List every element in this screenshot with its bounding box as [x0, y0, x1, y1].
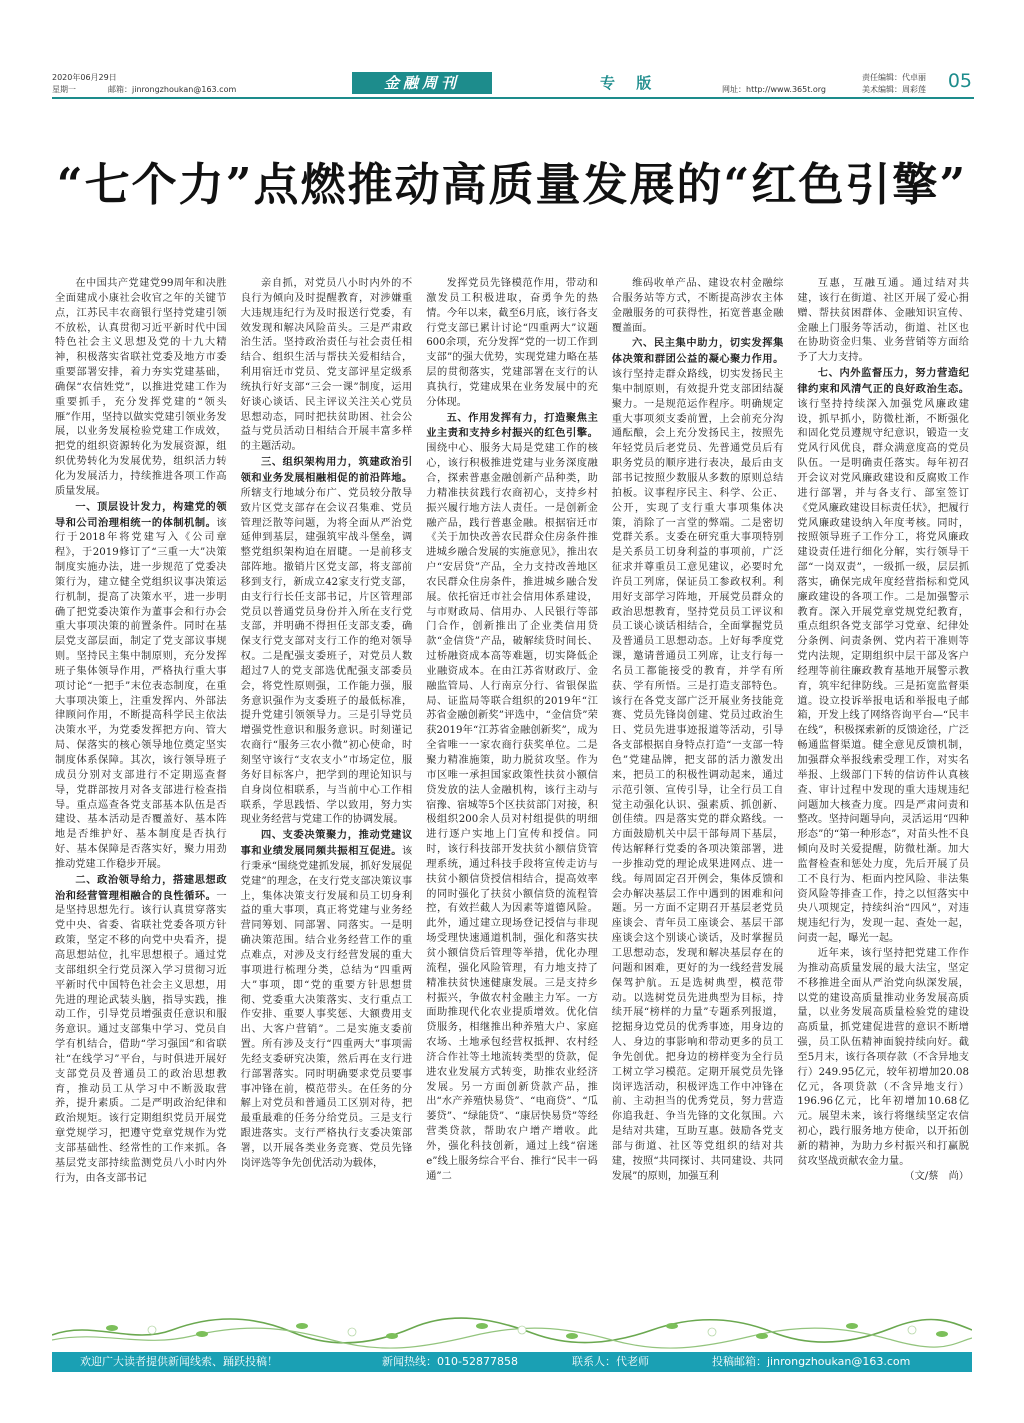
body-paragraph: 维码收单产品、建设农村金融综合服务站等方式，不断提高涉农主体金融服务的可获得性，拓宽普惠金融覆盖面。	[611, 278, 784, 334]
section-text: 该行坚持走群众路线，切实发扬民主集中制原则，有效提升党支部团结凝聚力。一是规范运作程序。明确规定重大事项须支委前置，上会前充分沟通酝酿，会上充分发扬民主，按照先年轻党员后老党员、先普通党员后有职务党员的顺序进行表决，最后由支部书记按照少数服从多数的原则总结拍板。议事程序民主、科学、公正、公开，实现了支行重大事项集体决策，消除了一言堂的弊端。二是密切党群关系。支委在研究重大事项特别是关系员工切身利益的事项前，广泛征求并尊重员工意见建议，必要时允许员工列席，保证员工参政权利。利用好支部学习阵地，开展党员群众的政治思想教育，坚持党员员工评议和员工谈心谈话相结合，全面掌握党员及普通员工思想动态。上好每季度党课，邀请普通员工列席，让支行每一名员工都能接受的教育，并学有所获、学有所悟。三是打造支部特色。该行在各党支部广泛开展业务技能竞赛、党员先锋岗创建、党员过政治生日、党员先进事迹报道等活动，引导各支部根据自身特点打造“一支部一特色”党建品牌，把支部的活力激发出来，把员工的积极性调动起来，通过示范引领、宣传引导，让全行员工自觉主动强化认识、强素质、抓创新、创佳绩。四是落实党的群众路线。一方面鼓励机关中层干部每周下基层，传达解释行党委的各项决策部署，进一步推动党的理论成果进网点、进一线。每周固定召开例会，集体反馈和会办解决基层工作中遇到的困难和问题。另一方面不定期召开基层老党员座谈会、青年员工座谈会、基层干部座谈会这个别谈心谈话，及时掌握员工思想动态，发现和解决基层存在的问题和困难，更好的为一线经营发展保驾护航。五是选树典型，模范带动。以选树党员先进典型为目标，持续开展“榜样的力量”专题系列报道，挖掘身边党员的优秀事迹，用身边的人、身边的事影响和带动更多的员工争先创优。把身边的榜样变为全行员工树立学习模范。定期开展党员先锋岗评选活动，积极评选工作中冲锋在前、主动担当的优秀党员，努力营造你追我赶、争当先锋的文化氛围。六是结对共建，互助互惠。鼓励各党支部与街道、社区等党组织的结对共建，按照“共同探讨、共同建设、共同发展”的原则，加强互利	[611, 369, 784, 1182]
footer-slogan: 欢迎广大读者提供新闻线索、踊跃投稿！	[80, 1355, 278, 1368]
footer-bar	[52, 1352, 972, 1372]
section-paragraph	[241, 828, 413, 1171]
section-paragraph	[426, 411, 598, 1185]
art-editor: 美术编辑：周彩莲	[862, 85, 926, 94]
decorative-vine-border	[52, 1300, 972, 1350]
section-heading: 七、内外监督压力，努力营造纪律约束和风清气正的良好政治生态。	[797, 367, 969, 395]
section-heading: 一、顶层设计发力，构建党的领导和公司治理相统一的体制机制。	[55, 500, 227, 529]
article-body	[55, 277, 969, 1407]
page-number: 05	[947, 70, 972, 92]
section-paragraph	[797, 366, 969, 947]
section-heading: 三、组织架构用力，筑建政治引领和业务发展相融相促的前沿阵地。	[240, 456, 413, 484]
column-5	[797, 277, 969, 1407]
responsible-editor: 责任编辑：代卓丽	[862, 73, 926, 82]
author-byline: （文/蔡 尚）	[904, 1170, 969, 1182]
column-4	[612, 277, 784, 1407]
page-header	[52, 70, 974, 100]
section-text: 所辖支行地域分布广、党员较分散导致片区党支部存在会议召集难、党员管理泛散等问题，为将全面从严治党延伸到基层，建强筑牢战斗堡垒，调整党组织架构迫在眉睫。一是前移支部阵地。撤销片区党支部，将支部前移到支行，新成立42家支行党支部，由支行行长任支部书记，片区管理部党员以普通党员身份并入所在支行党支部，并明确不得担任支部支委，确保支行党支部对支行工作的绝对领导权。二是配强支委班子，对党员人数超过7人的党支部选优配强支部委员会，将党性原则强，工作能力强，服务意识强作为支委班子的最低标准，提升党建引领领导力。三是引导党员增强党性意识和服务意识。时刻谨记农商行“服务三农小微”初心使命，时刻坚守该行“支农支小”市场定位，服务好目标客户，把学到的理论知识与自身岗位相联系，与当前中心工作相联系，学思践悟、学以致用，努力实现业务经营与党建工作的协调发展。	[240, 487, 413, 826]
footer-email: 投稿邮箱：jinrongzhoukan@163.com	[712, 1355, 911, 1368]
column-3	[426, 277, 598, 1407]
section-text: 一是坚持思想先行。该行认真贯穿落实党中央、省委、省联社党委各项方针政策，坚定不移的向党中央看齐，提高思想站位，扎牢思想根子。通过党支部组织全行党员深入学习贯彻习近平新时代中国特色社会主义思想，用先进的理论武装头脑，指导实践，推动工作，引导党员增强责任意识和服务意识。通过支部集中学习、党员自学有机结合，借助“学习强国”和省联社“在线学习”平台，与时俱进开展好支部党员及普通员工的政治思想教育，推动员工从学习中不断汲取营养，提升素质。二是严明政治纪律和政治规矩。该行定期组织党员开展党章党规学习，把遵守党章党规作为党支部基础性、经常性的工作来抓。各基层党支部持续监测党员八小时内外行为，由各支部书记	[55, 890, 227, 1184]
newspaper-logo: 金融周刊	[352, 72, 492, 94]
issue-weekday: 星期一	[52, 85, 76, 94]
header-website: 网址：http://www.365t.org	[722, 85, 827, 94]
body-paragraph: 近年来，该行坚持把党建工作作为推动高质量发展的最大法宝，坚定不移推进全面从严治党向纵深发展，以党的建设高质量推动业务发展高质量，以业务发展高质量检验党的建设高质量，抓党建促进营的意识不断增强，员工队伍精神面貌持续向好。截至5月末，该行各项存款（不含异地支行）249.95亿元，较年初增加20.08亿元，各项贷款（不含异地支行）196.96亿元，比年初增加10.68亿元。展望未来，该行将继续坚定农信初心，践行服务地方使命，以开拓创新的精神，为助力乡村振兴和打赢脱贫攻坚战贡献农金力量。	[797, 947, 969, 1167]
body-paragraph: 在中国共产党建党99周年和决胜全面建成小康社会收官之年的关键节点，江苏民丰农商银行坚持党建引领不放松，认真贯彻习近平新时代中国特色社会主义思想及党的十九大精神，积极落实省联社党委及地方市委重要部署安排，着力夯实党建基础，确保“农信姓党”，以推进党建工作为重要抓手，充分发挥党建的“领头雁”作用，坚持以做实党建引领业务发展，以业务发展检验党建工作成效，把党的组织资源转化为发展资源，组织优势转化为发展优势，组织活力转化为发展活力，持续推进各项工作高质量发展。	[55, 278, 227, 497]
header-rule	[52, 97, 974, 99]
section-text: 围绕中心、服务大局是党建工作的核心，该行积极推进党建与业务深度融合，探索普惠金融创新产品种类，助力精准扶贫践行农商初心，支持乡村振兴履行地方法人责任。一是创新金融产品，践行普惠金融。根据宿迁市《关于加快改善农民群众住房条件推进城乡融合发展的实施意见》，推出农户“安居贷”产品，全力支持改善地区农民群众住房条件，推进城乡融合发展。依托宿迁市社会信用体系建设，与市财政局、信用办、人民银行等部门合作，创新推出了企业类信用贷款“金信贷”产品，破解续贷时间长、过桥融资成本高等难题，切实降低企业融资成本。在由江苏省财政厅、金融监管局、人行南京分行、省银保监局、证监局等联合组织的2019年“江苏省金融创新奖”评选中，“金信贷”荣获2019年“江苏省金融创新奖”，成为全省唯一一家农商行获奖单位。二是聚力精准施策，助力脱贫攻坚。作为市区唯一承担国家政策性扶贫小额信贷发放的法人金融机构，该行主动与宿豫、宿城等5个区扶贫部门对接，积极组织200余人员对村组提供的明细进行逐户实地上门宣传和授信。同时，该行科技部开发扶贫小额信贷管理系统，通过科技手段将宣传走访与扶贫小额信贷授信相结合，提高效率的同时强化了扶贫小额信贷的流程管控，有效拦截人为因素等道德风险。此外，通过建立现场登记授信与非现场受理快速通道机制，强化和落实扶贫小额信贷后管理等举措，优化办理流程，强化风险管理，有力地支持了精准扶贫快速健康发展。三是支持乡村振兴，争做农村金融主力军。一方面助推现代化农业提质增效。优化信贷服务，相继推出种养殖大户、家庭农场、土地承包经营权抵押、农村经济合作社等土地流转类型的贷款，促进农业发展方式转变，助推农业经济发展。另一方面创新贷款产品，推出“水产养殖快易贷”、“电商贷”、“瓜蒌贷”、“绿能贷”、“康居快易贷”等经营类贷款，帮助农户增产增收。此外，强化科技创新，通过上线“宿迷e”线上服务综合平台、推行“民丰一码通”二	[426, 443, 598, 1182]
section-heading: 二、政治领导给力，搭建思想政治和经营管理相融合的良性循环。	[55, 873, 227, 902]
body-paragraph: 发挥党员先锋模范作用，带动和激发员工积极进取，奋勇争先的热情。今年以来，截至6月底，该行各支行党支部已累计讨论“四重两大”议题600余项，充分发挥“党的一切工作到支部”的强大优势，实现党建力略在基层的贯彻落实，党建部署在支行的认真执行，党建成果在业务发展中的充分体现。	[426, 278, 598, 408]
column-2	[241, 277, 413, 1407]
footer-contact: 联系人：代老师	[572, 1355, 649, 1368]
section-text: 该行于2018年将党建写入《公司章程》，于2019修订了“三重一大”决策制度实施办法，进一步规范了党委决策行为，建立健全党组织议事决策运行机制，提高了决策水平，进一步明确了把党委决策作为董事会和行办会重大事项决策的前置条件。同时在基层党支部层面，制定了党支部议事规则。坚持民主集中制原则，充分发挥班子集体领导作用，严格执行重大事项讨论“一把手”末位表态制度，在重大事项决策上，注重发挥内、外部法律顾问作用，不断提高科学民主依法决策水平，为党委发挥把方向、管大局、保落实的核心领导地位奠定坚实制度体系保障。其次，该行领导班子成员分别对支部进行不定期巡查督导，党群部按月对各支部进行检查指导。重点巡查各党支部基本队伍是否建设、基本活动是否覆盖好、基本阵地是否维护好、基本制度是否执行好、基本保障是否落实好，聚力用劲推动党建工作稳步开展。	[55, 517, 227, 870]
body-paragraph: 互惠，互融互通。通过结对共建，该行在街道、社区开展了爱心捐赠、帮扶贫困群体、金融知识宣传、金融上门服务等活动，街道、社区也在协助资金归集、业务营销等方面给予了大力支持。	[797, 278, 969, 364]
header-email: 邮箱：jinrongzhoukan@163.com	[108, 85, 237, 94]
article-title: “七个力”点燃推动高质量发展的“红色引擎”	[56, 158, 968, 211]
section-text: 该行秉承“围绕党建抓发展，抓好发展促党建”的理念，在支行党支部决策议事上，集体决策支行发展和员工切身利益的重大事项，真正将党建与业务经营同筹划、同部署、同落实。一是明确决策范围。结合业务经营工作的重点难点，对涉及支行经营发展的重大事项进行梳理分类，总结为“四重两大”事项，即“党的重要方针思想贯彻、党委重大决策落实、支行重点工作安排、重要人事奖惩、大额费用支出、大客户营销”。二是实施支委前置。所有涉及支行“四重两大”事项需先经支委研究决策，然后再在支行进行部署落实。同时明确要求党员要事事冲锋在前，模范带头。在任务的分解上对党员和普通员工区别对待，把最重最难的任务分给党员。三是支行跟进落实。支行严格执行支委决策部署，以开展各类业务竞赛、党员先锋岗评选等争先创优活动为载体，	[240, 846, 413, 1169]
issue-date: 2020年06月29日	[52, 73, 117, 82]
footer-hotline: 新闻热线：010-52877858	[382, 1355, 518, 1368]
section-paragraph	[241, 455, 413, 828]
column-1	[55, 277, 227, 1407]
section-name: 专 版	[600, 74, 660, 92]
body-paragraph: 亲自抓，对党员八小时内外的不良行为倾向及时提醒教育，对涉嫌重大违规违纪行为及时报送行党委，有效发现和解决风险苗头。三是严肃政治生活。坚持政治责任与社会责任相结合、组织生活与帮扶关爱相结合，利用宿迁市党员、党支部评星定级系统执行好支部“三会一课”制度，运用好谈心谈话、民主评议关注关心党员思想动态，同时把扶贫助困、社会公益与党员活动日相结合开展丰富多样的主题活动。	[240, 278, 413, 453]
section-heading: 四、支委决策聚力，推动党建议事和业绩发展同频共振相互促进。	[240, 829, 413, 858]
section-text: 该行坚持持续深入加强党风廉政建设，抓早抓小，防微杜渐，不断强化和固化党员遵规守纪意识，锻造一支党风行风优良，群众满意度高的党员队伍。一是明确责任落实。每年初召开会议对党风廉政建设和反腐败工作进行部署，并与各支行、部室签订《党风廉政建设目标责任状》，把履行党风廉政建设纳入年度考核。同时，按照领导班子工作分工，将党风廉政建设责任进行细化分解，实行领导干部“一岗双责”，一级抓一级，层层抓落实，确保完成年度经营指标和党风廉政建设的各项工作。二是加强警示教育。深入开展党章党规党纪教育，重点组织各党支部学习党章、纪律处分条例、问责条例、党内若干准则等党内法规，定期组织中层干部及客户经理等前往廉政教育基地开展警示教育，筑牢纪律防线。三是拓宽监督渠道。设立投诉举报电话和举报电子邮箱，开发上线了网络咨询平台—“民丰在线”，积极探索新的反馈途径，广泛畅通监督渠道。健全意见反馈机制，加强群众举报线索受理工作，对实名举报、上级部门下转的信访件认真核查、审计过程中发现的重大违规违纪问题加大核查力度。四是严肃问责和整改。坚持问题导向，灵活运用“四种形态”的“第一种形态”，对苗头性不良倾向及时关爱提醒，防微杜渐。加大监督检查和惩处力度，先后开展了员工不良行为、柜面内控风险、非法集资风险等排查工作，持之以恒落实中央八项规定，持续纠治“四风”，对违规违纪行为，发现一起、查处一起，问责一起，曝光一起。	[797, 398, 969, 945]
section-paragraph	[55, 873, 227, 1187]
section-paragraph	[55, 500, 227, 873]
section-paragraph	[612, 336, 784, 1184]
section-heading: 五、作用发挥有力，打造聚焦主业主责和支持乡村振兴的红色引擎。	[426, 411, 598, 440]
section-heading: 六、民主集中助力，切实发挥集体决策和群团公益的凝心聚力作用。	[611, 337, 784, 366]
